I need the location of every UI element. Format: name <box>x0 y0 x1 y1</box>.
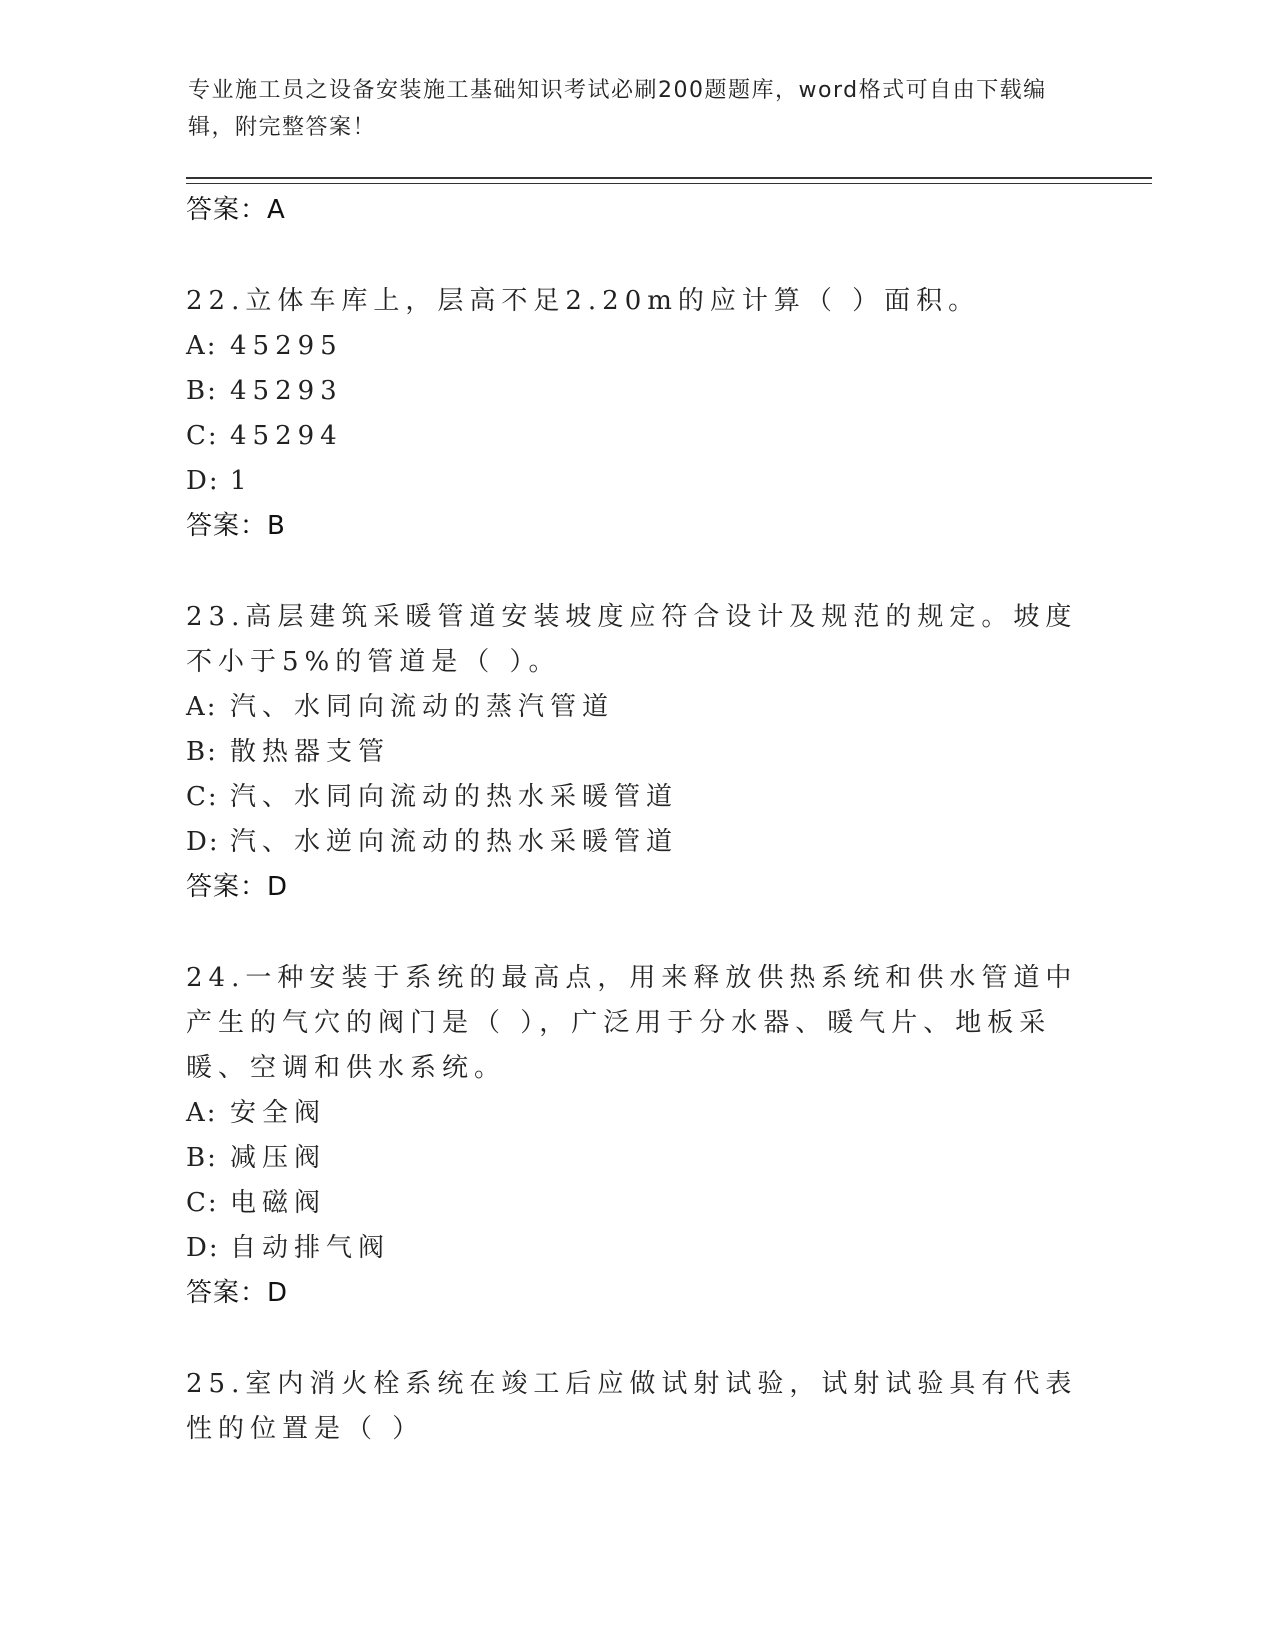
option-d <box>186 459 1086 504</box>
option-a <box>186 324 1086 369</box>
question-22 <box>186 279 1086 548</box>
question-stem: 22.立体车库上，层高不足2.20m的应计算（ ）面积。 <box>186 286 981 316</box>
option-letter: A: <box>186 1098 218 1128</box>
question-23 <box>186 595 1086 909</box>
option-text: 汽、水同向流动的热水采暖管道 <box>230 782 679 812</box>
option-text: 减压阀 <box>230 1143 327 1173</box>
option-letter: A: <box>186 331 218 361</box>
option-letter: B: <box>186 376 218 406</box>
option-text: 自动排气阀 <box>230 1233 391 1263</box>
question-stem: 23.高层建筑采暖管道安装坡度应符合设计及规范的规定。坡度不小于5%的管道是（ ）。 <box>186 602 1078 677</box>
answer-line: 答案：D <box>186 1278 289 1308</box>
answer-line: 答案：A <box>186 195 286 225</box>
option-text: 安全阀 <box>230 1098 327 1128</box>
option-b <box>186 730 1086 775</box>
option-text: 45293 <box>230 376 343 406</box>
question-25 <box>186 1362 1086 1452</box>
option-d <box>186 1226 1086 1271</box>
header-divider-thick <box>186 177 1152 179</box>
option-text: 汽、水同向流动的蒸汽管道 <box>230 692 615 722</box>
option-letter: D: <box>186 466 220 496</box>
option-text: 汽、水逆向流动的热水采暖管道 <box>230 827 679 857</box>
option-text: 45294 <box>230 421 343 451</box>
option-b <box>186 1136 1086 1181</box>
option-letter: C: <box>186 421 219 451</box>
answer-line: 答案：D <box>186 872 289 902</box>
option-c <box>186 775 1086 820</box>
question-24 <box>186 956 1086 1315</box>
option-letter: D: <box>186 1233 220 1263</box>
option-text: 1 <box>230 466 253 496</box>
option-text: 散热器支管 <box>230 737 391 767</box>
option-letter: C: <box>186 782 219 812</box>
header-divider-thin <box>186 183 1152 184</box>
option-a <box>186 1091 1086 1136</box>
option-letter: C: <box>186 1188 219 1218</box>
option-d <box>186 820 1086 865</box>
question-stem: 24.一种安装于系统的最高点，用来释放供热系统和供水管道中产生的气穴的阀门是（ ），广泛用于分水器、暖气片、地板采暖、空调和供水系统。 <box>186 963 1078 1083</box>
question-stem: 25.室内消火栓系统在竣工后应做试射试验，试射试验具有代表性的位置是（ ） <box>186 1369 1078 1444</box>
option-b <box>186 369 1086 414</box>
option-text: 45295 <box>230 331 343 361</box>
option-letter: D: <box>186 827 220 857</box>
option-letter: B: <box>186 737 218 767</box>
option-letter: A: <box>186 692 218 722</box>
option-a <box>186 685 1086 730</box>
option-c <box>186 1181 1086 1226</box>
document-header: 专业施工员之设备安装施工基础知识考试必刷200题题库，word格式可自由下载编辑，附完整答案！ <box>188 78 1047 140</box>
option-c <box>186 414 1086 459</box>
answer-line: 答案：B <box>186 511 286 541</box>
question-list <box>186 188 1086 1452</box>
option-letter: B: <box>186 1143 218 1173</box>
option-text: 电磁阀 <box>230 1188 327 1218</box>
